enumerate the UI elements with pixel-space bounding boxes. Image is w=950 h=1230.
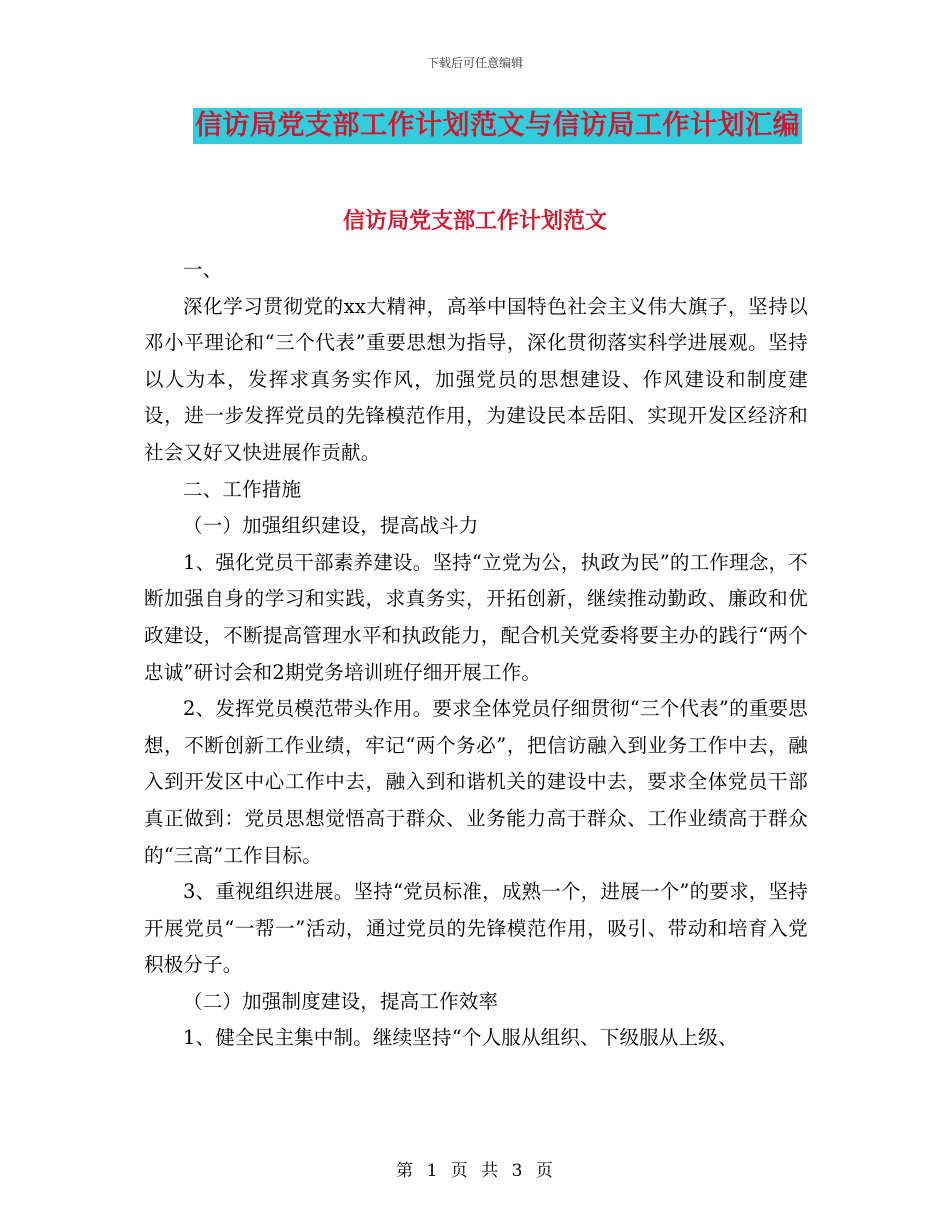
header-note: 下载后可任意编辑 <box>426 56 523 70</box>
paragraph-item-1: 1、强化党员干部素养建设。坚持“立党为公，执政为民”的工作理念，不断加强自身的学习和实践，求真务实，开拓创新，继续推动勤政、廉政和优政建设，不断提高管理水平和执政能力，配合机关党委将要主办的践行“两个忠诚”研讨会和2期党务培训班仔细开展工作。 <box>144 550 808 684</box>
page-footer: 第 1 页 共 3 页 <box>396 1161 554 1181</box>
paragraph-section-two: 二、工作措施 <box>183 477 302 501</box>
main-title-wrap <box>0 108 950 144</box>
paragraph-intro: 深化学习贯彻党的xx大精神，高举中国特色社会主义伟大旗子，坚持以邓小平理论和“三个代表”重要思想为指导，深化贯彻落实科学进展观。坚持以人为本，发挥求真务实作风，加强党员的思想建设、作风建设和制度建设，进一步发挥党员的先锋模范作用，为建设民本岳阳、实现开发区经济和社会又好又快进展作贡献。 <box>144 294 808 464</box>
paragraph-section-one: 一、 <box>183 258 223 281</box>
paragraph-item-4: 1、健全民主集中制。继续坚持“个人服从组织、下级服从上级、 <box>183 1026 738 1050</box>
paragraph-subsection-two: （二）加强制度建设，提高工作效率 <box>183 989 499 1013</box>
sub-title: 信访局党支部工作计划范文 <box>342 208 607 234</box>
paragraph-subsection-one: （一）加强组织建设，提高战斗力 <box>183 514 479 538</box>
main-title: 信访局党支部工作计划范文与信访局工作计划汇编 <box>193 108 802 144</box>
document-body <box>144 252 808 1057</box>
paragraph-item-3: 3、重视组织进展。坚持“党员标准，成熟一个，进展一个”的要求，坚持开展党员“一帮一”活动，通过党员的先锋模范作用，吸引、带动和培育入党积极分子。 <box>144 880 808 977</box>
paragraph-item-2: 2、发挥党员模范带头作用。要求全体党员仔细贯彻“三个代表”的重要思想，不断创新工作业绩，牢记“两个务必”，把信访融入到业务工作中去，融入到开发区中心工作中去，融入到和谐机关的建设中去，要求全体党员干部真正做到：党员思想觉悟高于群众、业务能力高于群众、工作业绩高于群众的“三高”工作目标。 <box>144 697 808 867</box>
